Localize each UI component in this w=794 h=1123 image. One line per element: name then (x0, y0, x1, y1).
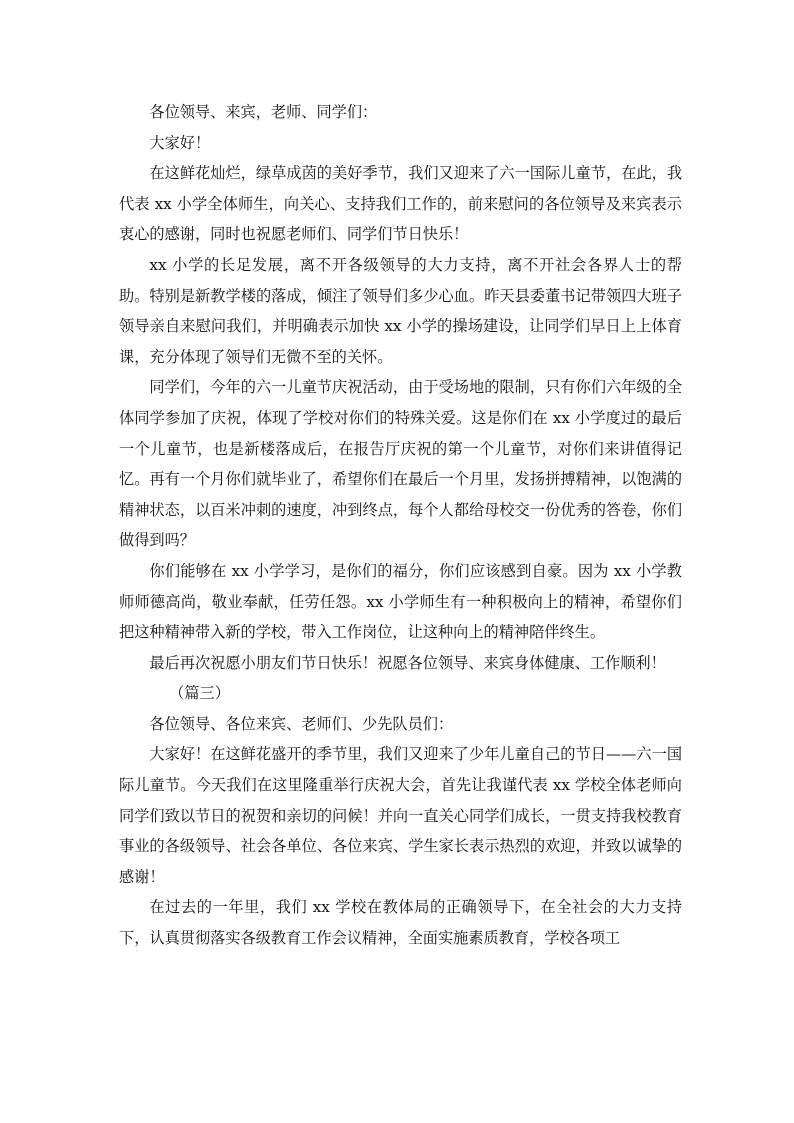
greeting-1: 大家好！ (149, 133, 211, 152)
salutation-2: 各位领导、各位来宾、老师们、少先队员们： (149, 714, 454, 733)
body-paragraph-4: 你们能够在 xx 小学学习，是你们的福分，你们应该感到自豪。因为 xx 小学教师师德高尚，敬业奉献，任劳任怨。xx 小学师生有一种积极向上的精神，希望你们把这种精神带入新的学校，带入工作岗位，让这种向上的精神陪伴终生。 (119, 561, 682, 642)
body-paragraph-6: 在过去的一年里，我们 xx 学校在教体局的正确领导下，在全社会的大力支持下，认真贯彻落实各级教育工作会议精神，全面实施素质教育，学校各项工 (119, 898, 682, 948)
body-paragraph-2: xx 小学的长足发展，离不开各级领导的大力支持，离不开社会各界人士的帮助。特别是新教学楼的落成，倾注了领导们多少心血。昨天县委董书记带领四大班子领导亲自来慰问我们，并明确表示加快 xx 小学的操场建设，让同学们早日上上体育课，充分体现了领导们无微不至的关怀。 (119, 255, 682, 366)
closing-paragraph: 最后再次祝愿小朋友们节日快乐！祝愿各位领导、来宾身体健康、工作顺利！ (149, 653, 666, 672)
document-body (119, 97, 682, 954)
body-paragraph-5: 大家好！在这鲜花盛开的季节里，我们又迎来了少年儿童自己的节日——六一国际儿童节。今天我们在这里隆重举行庆祝大会，首先让我谨代表 xx 学校全体老师向同学们致以节日的祝贺和亲切的问候！并向一直关心同学们成长，一贯支持我校教育事业的各级领导、社会各单位、各位来宾、学生家长表示热烈的欢迎，并致以诚挚的感谢！ (119, 745, 682, 886)
section-heading: （篇三） (169, 684, 230, 703)
salutation-1: 各位领导、来宾，老师、同学们： (149, 103, 378, 121)
body-paragraph-1: 在这鲜花灿烂，绿草成茵的美好季节，我们又迎来了六一国际儿童节，在此，我代表 xx 小学全体师生，向关心、支持我们工作的，前来慰问的各位领导及来宾表示衷心的感谢，同时也祝愿老师们、同学们节日快乐！ (119, 164, 682, 244)
body-paragraph-3: 同学们，今年的六一儿童节庆祝活动，由于受场地的限制，只有你们六年级的全体同学参加了庆祝，体现了学校对你们的特殊关爱。这是你们在 xx 小学度过的最后一个儿童节，也是新楼落成后，在报告厅庆祝的第一个儿童节，对你们来讲值得记忆。再有一个月你们就毕业了，希望你们在最后一个月里，发扬拼搏精神，以饱满的精神状态，以百米冲刺的速度，冲到终点，每个人都给母校交一份优秀的答卷，你们做得到吗？ (119, 378, 682, 550)
